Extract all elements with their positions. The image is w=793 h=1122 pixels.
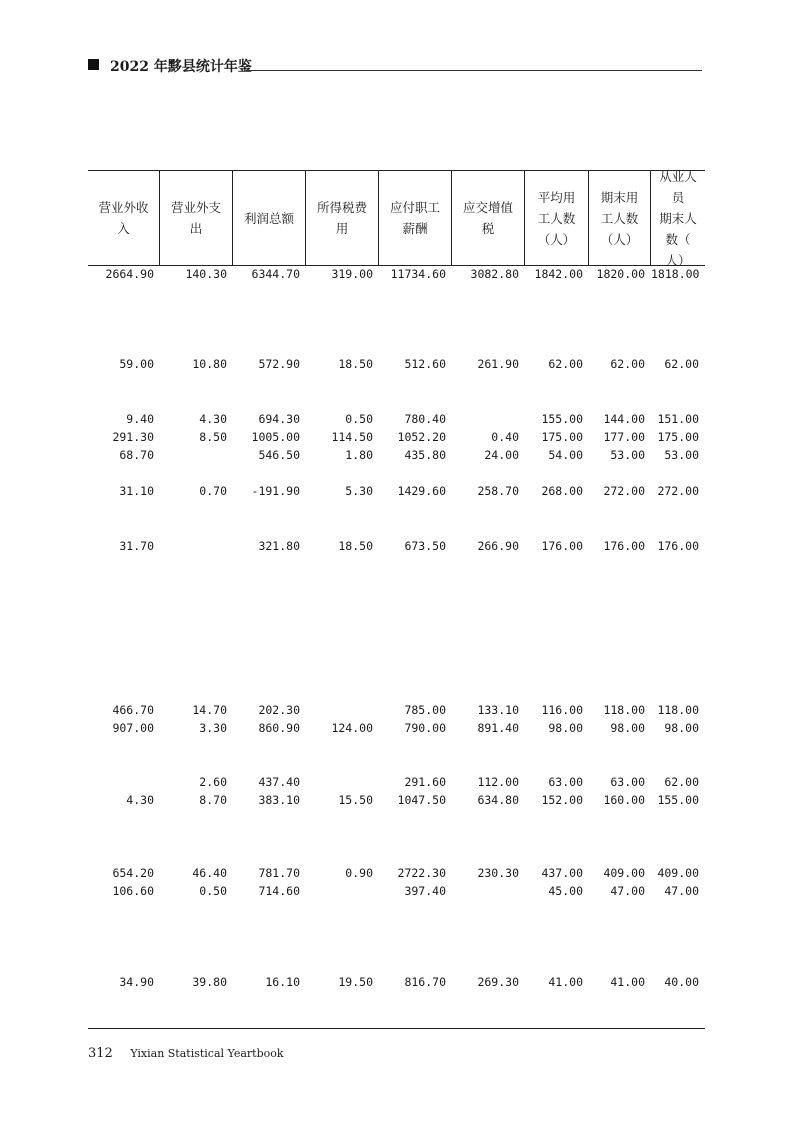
table-row [88,483,705,499]
table-cell: 118.00 [657,703,699,717]
table-cell: 175.00 [541,430,583,444]
table-cell: 546.50 [258,448,300,462]
table-cell: 3082.80 [470,267,519,281]
table-cell: 18.50 [338,357,373,371]
table-cell: 116.00 [541,703,583,717]
table-cell: 114.50 [331,430,373,444]
table-cell: 1429.60 [397,484,446,498]
table-cell [306,774,379,790]
page-footer [88,1046,284,1061]
column-header: 从业人员 期末人 数（ 人） [659,168,697,268]
table-cell [452,883,525,899]
table-cell: 860.90 [258,721,300,735]
table-cell: 18.50 [338,539,373,553]
table-cell: 106.60 [112,884,154,898]
table-cell: 140.30 [185,267,227,281]
table-cell: 152.00 [541,793,583,807]
table-cell: 46.40 [192,866,227,880]
table-cell: 2722.30 [397,866,446,880]
table-cell: 3.30 [199,721,227,735]
column-header: 平均用 工人数 （人） [525,171,589,265]
table-cell: 1.80 [345,448,373,462]
page-number: 312 [88,1046,113,1061]
table-cell: 268.00 [541,484,583,498]
table-cell: 98.00 [664,721,699,735]
table-cell: 272.00 [603,484,645,498]
table-cell: 1820.00 [596,267,645,281]
table-cell: 63.00 [610,775,645,789]
table-cell: 63.00 [548,775,583,789]
table-cell: 31.10 [119,484,154,498]
table-row [88,356,705,372]
table-cell: 907.00 [112,721,154,735]
table-row [88,865,705,881]
table-cell: 1052.20 [397,430,446,444]
table-cell: 409.00 [603,866,645,880]
table-cell: 714.60 [258,884,300,898]
table-cell: 230.30 [477,866,519,880]
table-row [88,429,705,445]
table-cell: 2.60 [199,775,227,789]
table-row [88,774,705,790]
header-title: 2022 年黟县统计年鉴 [110,59,252,75]
table-cell: 1842.00 [534,267,583,281]
table-row [88,447,705,463]
table-cell: 176.00 [657,539,699,553]
table-cell: 10.80 [192,357,227,371]
table-cell: 0.90 [345,866,373,880]
table-cell: 780.40 [404,412,446,426]
table-cell: 0.70 [199,484,227,498]
table-cell: 4.30 [126,793,154,807]
table-cell: 16.10 [265,975,300,989]
table-cell: 634.80 [477,793,519,807]
table-cell: 435.80 [404,448,446,462]
table-cell: 572.90 [258,357,300,371]
table-cell: 47.00 [664,884,699,898]
column-header: 应付职工 薪酬 [379,171,452,265]
table-cell: 98.00 [610,721,645,735]
column-header: 营业外收 入 [88,171,160,265]
table-row [88,720,705,736]
table-cell: 155.00 [541,412,583,426]
table-cell: 466.70 [112,703,154,717]
table-cell: 112.00 [477,775,519,789]
table-cell: 266.90 [477,539,519,553]
table-cell: 0.50 [199,884,227,898]
table-cell: 68.70 [119,448,154,462]
table-cell: 269.30 [477,975,519,989]
table-cell: 673.50 [404,539,446,553]
table-row [88,266,705,282]
table-cell: 98.00 [548,721,583,735]
table-cell: 53.00 [610,448,645,462]
table-cell: 1005.00 [251,430,300,444]
table-cell: 144.00 [603,412,645,426]
table-cell [88,774,160,790]
table-cell: 62.00 [548,357,583,371]
table-row [88,974,705,990]
table-cell: 45.00 [548,884,583,898]
table-cell: 15.50 [338,793,373,807]
table-bottom-rule [88,1028,705,1029]
table-row [88,538,705,554]
column-header: 所得税费 用 [306,171,379,265]
table-cell: 781.70 [258,866,300,880]
table-cell: 124.00 [331,721,373,735]
table-cell: 397.40 [404,884,446,898]
table-cell: 151.00 [657,412,699,426]
table-row [88,411,705,427]
header-square-icon [88,59,99,70]
table-cell: 39.80 [192,975,227,989]
table-cell: 176.00 [603,539,645,553]
table-cell: 202.30 [258,703,300,717]
footer-caption: Yixian Statistical Yeartbook [130,1047,284,1060]
table-cell: 40.00 [664,975,699,989]
table-cell: 31.70 [119,539,154,553]
column-header: 应交增值 税 [452,171,525,265]
header-rule [246,70,702,71]
table-cell [160,538,233,554]
table-cell: 133.10 [477,703,519,717]
table-cell [160,447,233,463]
table-row [88,883,705,899]
column-header: 营业外支 出 [160,171,233,265]
table-cell: 53.00 [664,448,699,462]
table-cell: 0.40 [491,430,519,444]
table-cell: 319.00 [331,267,373,281]
table-cell: 790.00 [404,721,446,735]
table-cell: 54.00 [548,448,583,462]
table-cell: 291.60 [404,775,446,789]
table-row [88,792,705,808]
table-cell: -191.90 [251,484,300,498]
page-header [88,56,708,76]
table-cell: 1047.50 [397,793,446,807]
table-cell: 891.40 [477,721,519,735]
table-cell: 6344.70 [251,267,300,281]
table-cell: 5.30 [345,484,373,498]
table-cell: 383.10 [258,793,300,807]
table-cell: 62.00 [610,357,645,371]
table-cell: 41.00 [548,975,583,989]
table-cell: 175.00 [657,430,699,444]
table-cell: 1818.00 [651,267,700,281]
table-cell: 437.40 [258,775,300,789]
table-cell: 654.20 [112,866,154,880]
table-cell [306,883,379,899]
table-cell: 34.90 [119,975,154,989]
table-cell: 321.80 [258,539,300,553]
table-cell: 62.00 [664,357,699,371]
table-cell: 176.00 [541,539,583,553]
table-cell: 272.00 [657,484,699,498]
table-cell: 258.70 [477,484,519,498]
table-cell: 47.00 [610,884,645,898]
table-cell: 160.00 [603,793,645,807]
table-cell: 41.00 [610,975,645,989]
table-cell: 437.00 [541,866,583,880]
table-cell: 409.00 [657,866,699,880]
table-cell: 177.00 [603,430,645,444]
table-cell: 0.50 [345,412,373,426]
table-cell: 62.00 [664,775,699,789]
table-cell [452,411,525,427]
table-cell: 24.00 [484,448,519,462]
table-cell: 8.50 [199,430,227,444]
column-header: 利润总额 [233,171,306,265]
table-row [88,702,705,718]
column-header: 期末用 工人数 （人） [589,171,651,265]
table-header-row [88,170,705,266]
table-cell: 9.40 [126,412,154,426]
table-body [88,266,705,1029]
table-cell: 4.30 [199,412,227,426]
table-cell: 694.30 [258,412,300,426]
table-cell: 118.00 [603,703,645,717]
table-cell: 8.70 [199,793,227,807]
table-cell: 785.00 [404,703,446,717]
table-cell: 11734.60 [390,267,446,281]
table-cell: 512.60 [404,357,446,371]
table-cell: 19.50 [338,975,373,989]
data-table [88,170,705,1029]
table-cell: 2664.90 [105,267,154,281]
table-cell: 155.00 [657,793,699,807]
table-cell: 59.00 [119,357,154,371]
table-cell: 816.70 [404,975,446,989]
table-cell: 261.90 [477,357,519,371]
table-cell: 14.70 [192,703,227,717]
table-cell [306,702,379,718]
table-cell: 291.30 [112,430,154,444]
